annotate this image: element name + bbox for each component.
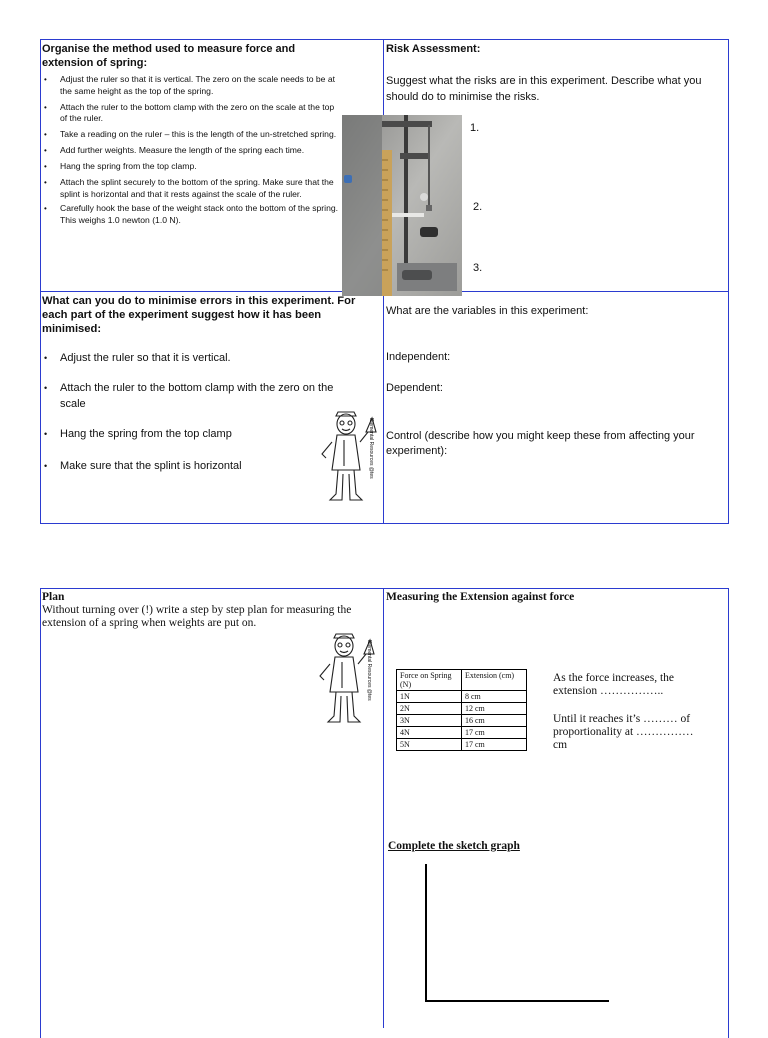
method-heading: Organise the method used to measure force and extension of spring: — [42, 43, 296, 69]
plan-text: Without turning over (!) write a step by step plan for measuring the extension of a spring when weights are put on. — [42, 604, 352, 629]
risk-number-3: 3. — [473, 262, 483, 274]
method-step: • Add further weights. Measure the length of the spring each time. — [42, 145, 342, 157]
variables-prompt: What are the variables in this experiment: — [386, 305, 589, 317]
risk-prompt: Suggest what the risks are in this experiment. Describe what you should do to minimise the risks. — [386, 75, 702, 103]
cartoon-caption: Elemental Resources @tes — [366, 640, 372, 701]
risk-cell — [386, 42, 726, 290]
measuring-text-2: Until it reaches it’s ……… of proportionality at ……………cm — [553, 713, 694, 751]
extension-table — [396, 669, 527, 751]
table-cell: 16 cm — [462, 715, 527, 727]
table-header: Extension (cm) — [462, 670, 527, 691]
table-cell: 1N — [397, 691, 462, 703]
variables-dependent: Dependent: — [386, 382, 443, 394]
method-step: • Carefully hook the base of the weight stack onto the bottom of the spring. This weighs 1.0 newton (1.0 N). — [42, 203, 342, 226]
risk-heading: Risk Assessment: — [386, 43, 481, 55]
method-step: • Attach the splint securely to the bottom of the spring. Make sure that the splint is horizontal and that it rests against the scale of the ruler. — [42, 177, 342, 200]
errors-item: • Adjust the ruler so that it is vertical. — [42, 350, 367, 366]
table-row — [397, 715, 527, 727]
table-cell: 12 cm — [462, 703, 527, 715]
sketch-graph-axes — [420, 862, 615, 1007]
table-cell: 17 cm — [462, 739, 527, 751]
bottom-sheet-divider-vertical — [383, 588, 384, 1028]
table-row — [397, 691, 527, 703]
errors-item: • Attach the ruler to the bottom clamp with the zero on the scale — [42, 380, 367, 412]
method-steps — [42, 74, 342, 226]
sketch-graph-heading: Complete the sketch graph — [388, 840, 520, 852]
method-cell — [42, 42, 342, 290]
table-header-row — [397, 670, 527, 691]
variables-control: Control (describe how you might keep these from affecting your experiment): — [386, 430, 695, 457]
plan-heading: Plan — [42, 591, 65, 603]
table-row — [397, 739, 527, 751]
bottom-sheet — [40, 588, 729, 1038]
method-step: • Hang the spring from the top clamp. — [42, 161, 342, 173]
table-header: Force on Spring (N) — [397, 670, 462, 691]
risk-number-1: 1. — [470, 122, 480, 134]
risk-number-2: 2. — [473, 201, 483, 213]
table-cell: 8 cm — [462, 691, 527, 703]
table-cell: 2N — [397, 703, 462, 715]
method-step: • Take a reading on the ruler – this is the length of the un-stretched spring. — [42, 129, 342, 141]
variables-independent: Independent: — [386, 351, 451, 363]
table-cell: 17 cm — [462, 727, 527, 739]
plan-cell — [42, 591, 372, 630]
table-row — [397, 727, 527, 739]
measuring-heading: Measuring the Extension against force — [386, 591, 575, 603]
method-step: • Attach the ruler to the bottom clamp with the zero on the scale at the top of the ruler. — [42, 102, 342, 125]
errors-heading: What can you do to minimise errors in this experiment. For each part of the experiment suggest how it has been minimised: — [42, 295, 356, 335]
table-cell: 5N — [397, 739, 462, 751]
table-cell: 3N — [397, 715, 462, 727]
variables-cell — [386, 304, 726, 522]
extension-table-wrap — [396, 669, 527, 751]
errors-item: • Hang the spring from the top clamp — [42, 426, 367, 442]
table-row — [397, 703, 527, 715]
method-step: • Adjust the ruler so that it is vertical. The zero on the scale needs to be at the same height as the top of the spring. — [42, 74, 342, 97]
measuring-text-1: As the force increases, the extension …………….. — [553, 672, 675, 697]
errors-item: • Make sure that the splint is horizontal — [42, 458, 367, 474]
table-cell: 4N — [397, 727, 462, 739]
sketch-graph-axes-drawing — [420, 862, 615, 1007]
cartoon-caption: Elemental Resources @tes — [368, 418, 374, 479]
